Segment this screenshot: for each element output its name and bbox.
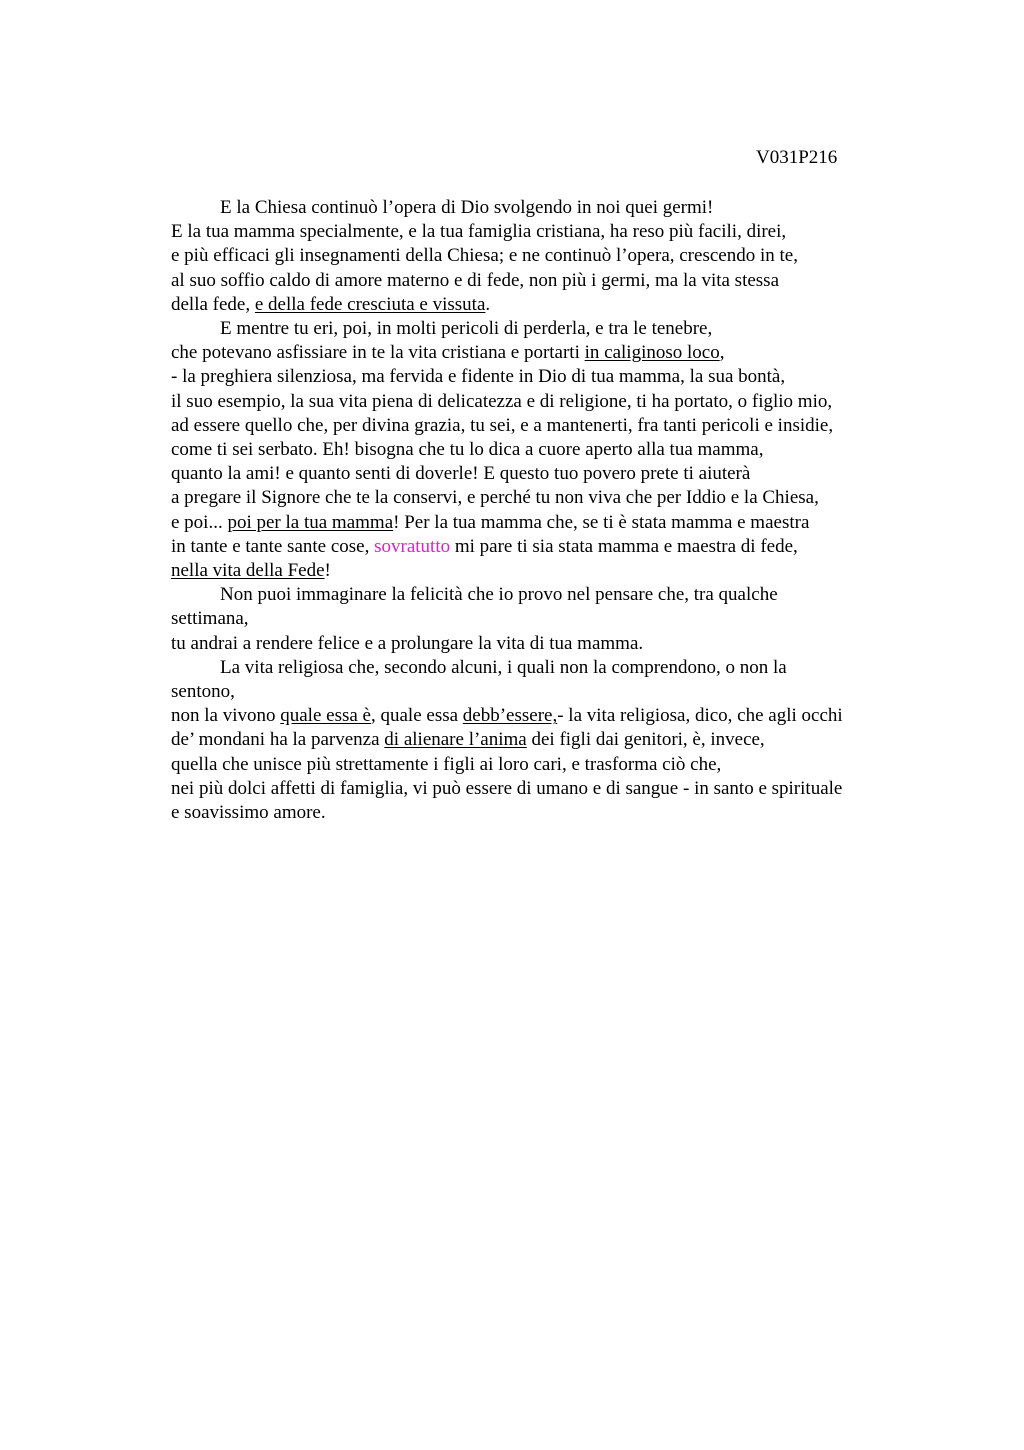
text-line [171, 728, 931, 752]
text-line [171, 269, 931, 293]
letter-body [171, 196, 931, 825]
text-line [171, 414, 931, 438]
text-line [171, 341, 931, 365]
text-segment: tu andrai a rendere felice e a prolungare la vita di tua mamma. [171, 632, 644, 654]
text-segment: della fede, [171, 293, 255, 315]
text-line [171, 293, 931, 317]
text-segment: non la vivono [171, 705, 281, 727]
underlined-text: debb’essere, [462, 705, 558, 727]
text-line [171, 680, 931, 704]
text-line [171, 656, 931, 680]
text-line [171, 438, 931, 462]
text-line [171, 559, 931, 583]
underlined-text: e della fede cresciuta e vissuta [254, 293, 486, 315]
text-line [171, 365, 931, 389]
text-segment: , [719, 342, 725, 364]
text-segment: La vita religiosa che, secondo alcuni, i quali non la comprendono, o non la [220, 656, 787, 678]
underlined-text: nella vita della Fede [171, 560, 325, 582]
text-segment: sentono, [171, 681, 235, 703]
text-segment: ad essere quello che, per divina grazia, tu sei, e a mantenerti, fra tanti pericoli e insidie, [171, 414, 834, 436]
text-line [171, 801, 931, 825]
text-segment: ! [324, 560, 331, 582]
text-line [171, 486, 931, 510]
text-segment: - la preghiera silenziosa, ma fervida e fidente in Dio di tua mamma, la sua bontà, [171, 366, 786, 388]
text-line [171, 535, 931, 559]
underlined-text: in caliginoso loco [584, 342, 720, 364]
text-segment: e soavissimo amore. [171, 802, 326, 824]
text-segment: . [485, 293, 491, 315]
text-line [171, 632, 931, 656]
text-segment: Non puoi immaginare la felicità che io provo nel pensare che, tra qualche [220, 584, 778, 606]
text-segment: , quale essa [370, 705, 463, 727]
text-segment: e più efficaci gli insegnamenti della Chiesa; e ne continuò l’opera, crescendo in te, [171, 245, 798, 267]
text-segment: E mentre tu eri, poi, in molti pericoli di perderla, e tra le tenebre, [220, 318, 713, 340]
underlined-text: quale essa è [280, 705, 371, 727]
text-segment: quanto la ami! e quanto senti di doverle! E questo tuo povero prete ti aiuterà [171, 463, 751, 485]
text-line [171, 607, 931, 631]
text-segment: - la vita religiosa, dico, che agli occhi [557, 705, 843, 727]
text-line [171, 220, 931, 244]
text-segment: in tante e tante sante cose, [171, 535, 375, 557]
text-segment: come ti sei serbato. Eh! bisogna che tu lo dica a cuore aperto alla tua mamma, [171, 439, 764, 461]
text-line [171, 777, 931, 801]
text-line [171, 511, 931, 535]
text-line [171, 244, 931, 268]
text-line [171, 317, 931, 341]
text-line [171, 390, 931, 414]
text-segment: e poi... [171, 511, 228, 533]
text-segment: che potevano asfissiare in te la vita cristiana e portarti [171, 342, 585, 364]
text-segment: al suo soffio caldo di amore materno e di fede, non più i germi, ma la vita stessa [171, 269, 780, 291]
underlined-text: poi per la tua mamma [227, 511, 394, 533]
text-segment: dei figli dai genitori, è, invece, [526, 729, 765, 751]
text-segment: quella che unisce più strettamente i figli ai loro cari, e trasforma ciò che, [171, 753, 722, 775]
text-segment: settimana, [171, 608, 249, 630]
text-segment: de’ mondani ha la parvenza [171, 729, 385, 751]
page-id: V031P216 [756, 147, 838, 168]
text-line [171, 753, 931, 777]
text-segment: il suo esempio, la sua vita piena di delicatezza e di religione, ti ha portato, o figlio mio, [171, 390, 833, 412]
highlighted-word: sovratutto [374, 535, 451, 557]
text-line [171, 583, 931, 607]
text-line [171, 704, 931, 728]
text-line [171, 462, 931, 486]
text-segment: E la Chiesa continuò l’opera di Dio svolgendo in noi quei germi! [220, 197, 714, 218]
text-line [171, 196, 931, 220]
text-segment: E la tua mamma specialmente, e la tua famiglia cristiana, ha reso più facili, direi, [171, 221, 787, 243]
text-segment: nei più dolci affetti di famiglia, vi può essere di umano e di sangue - in santo e spirituale [171, 777, 843, 799]
text-segment: a pregare il Signore che te la conservi, e perché tu non viva che per Iddio e la Chiesa, [171, 487, 819, 509]
text-segment: mi pare ti sia stata mamma e maestra di fede, [450, 535, 798, 557]
text-segment: ! Per la tua mamma che, se ti è stata mamma e maestra [393, 511, 810, 533]
underlined-text: di alienare l’anima [384, 729, 527, 751]
